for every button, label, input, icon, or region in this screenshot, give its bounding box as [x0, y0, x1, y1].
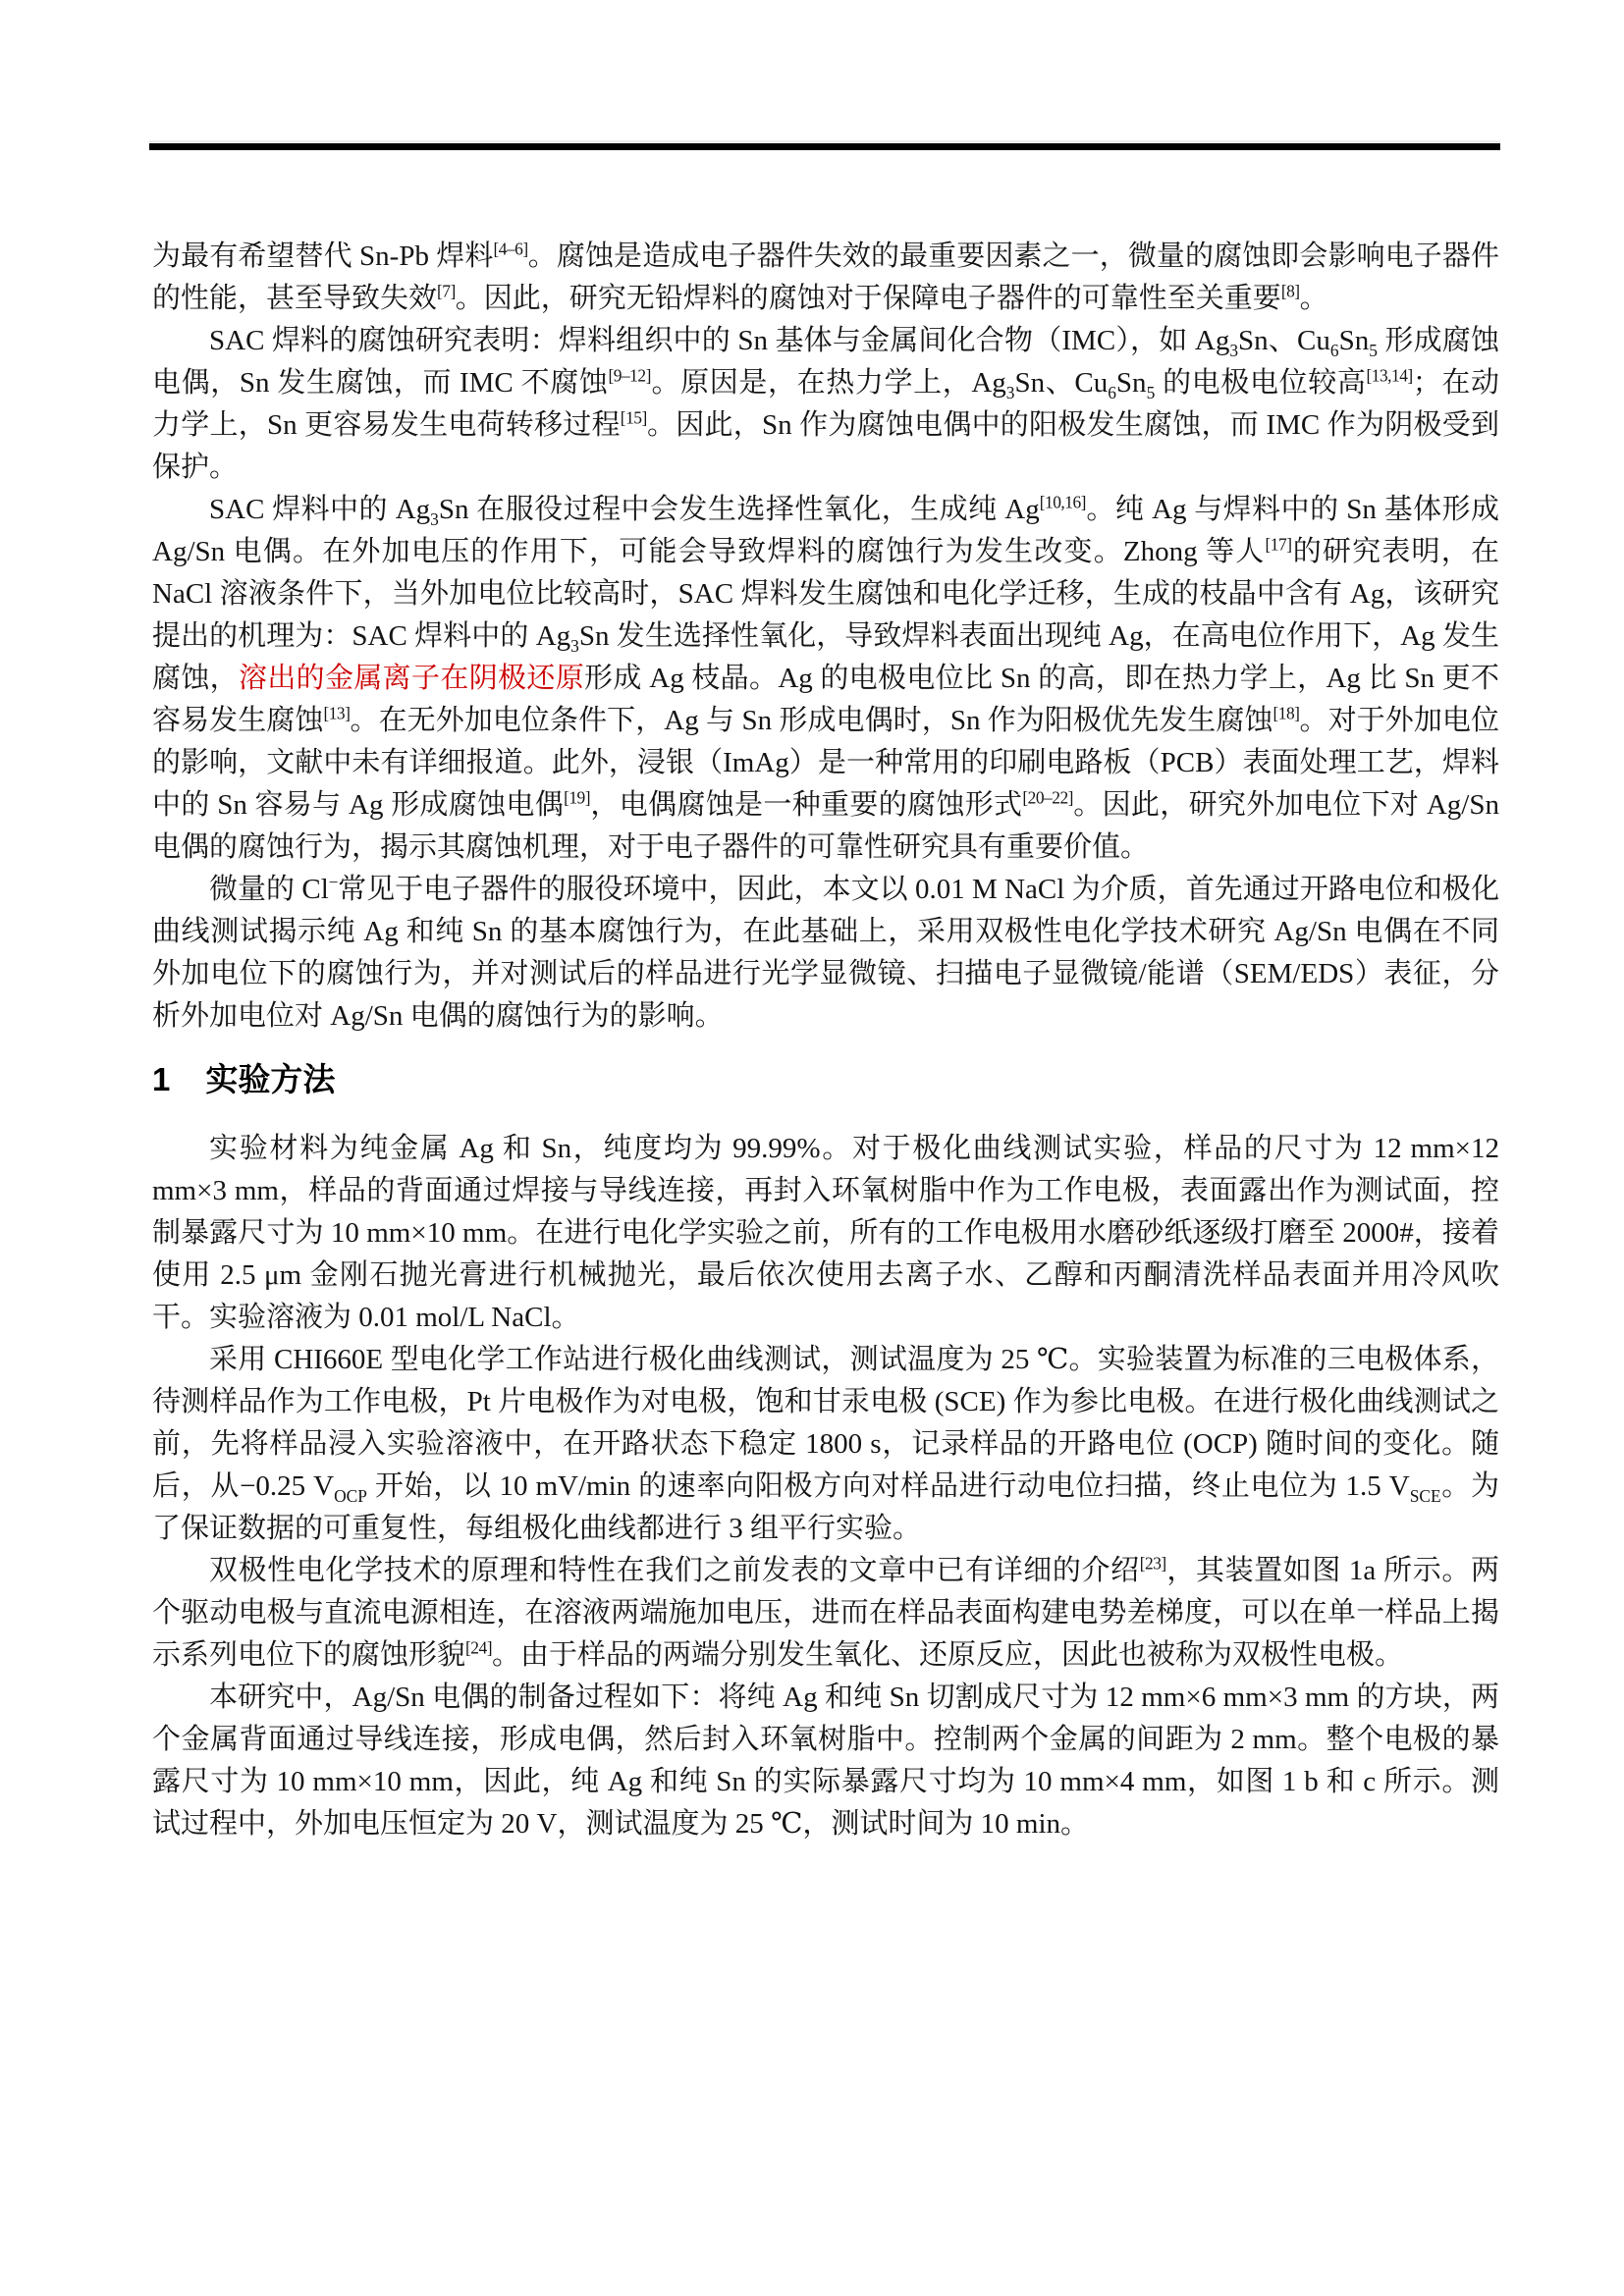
body-text: 。原因是，在热力学上，Ag [650, 367, 1006, 399]
body-text: 。因此，研究无铅焊料的腐蚀对于保障电子器件的可靠性至关重要 [455, 283, 1281, 314]
body-text: 本研究中，Ag/Sn 电偶的制备过程如下：将纯 Ag 和纯 Sn 切割成尺寸为 12 mm×6 mm×3 mm 的方块，两个金属背面通过导线连接，形成电偶，然后封入环氧树脂中。控制两个金属的间距为 2 mm。整个电极的暴露尺寸为 10 mm×10 mm，因此，纯 Ag 和纯 Sn 的实际暴露尺寸均为 10 mm×4 mm，如图 1 b 和 c 所示。测试过程中，外加电压恒定为 20 V，测试温度为 25 ℃，测试时间为 10 min。 [152, 1682, 1499, 1840]
body-text: 。纯 Ag 与焊料中的 Sn 基体形成 Ag/Sn 电偶。在外加电压的作用下，可能会导致焊料的腐蚀行为发生改变。Zhong 等人 [152, 494, 1499, 567]
body-text: 的电极电位较高 [1155, 367, 1367, 399]
paragraph [152, 1128, 1499, 1339]
subscript: SCE [1409, 1485, 1441, 1506]
body-text: Sn 在服役过程中会发生选择性氧化，生成纯 Ag [438, 494, 1040, 525]
paragraph [152, 1339, 1499, 1550]
body-text: 开始，以 10 mV/min 的速率向阳极方向对样品进行动电位扫描，终止电位为 1.5 V [366, 1470, 1410, 1502]
body-text: 。由于样品的两端分别发生氧化、还原反应，因此也被称为双极性电极。 [492, 1639, 1404, 1671]
body-text: 。为了保证数据的可重复性，每组极化曲线都进行 3 组平行实验。 [152, 1470, 1499, 1544]
body-text: SAC 焊料的腐蚀研究表明：焊料组织中的 Sn 基体与金属间化合物（IMC），如 Ag [209, 325, 1230, 356]
body-text: 。腐蚀是造成电子器件失效的最重要因素之一，微量的腐蚀即会影响电子器件的性能，甚至导致失效 [152, 240, 1499, 314]
subscript: 3 [430, 508, 439, 529]
citation-superscript: [19] [564, 787, 591, 808]
body-text: 采用 CHI660E 型电化学工作站进行极化曲线测试，测试温度为 25 ℃。实验装置为标准的三电极体系，待测样品作为工作电极，Pt 片电极作为对电极，饱和甘汞电极 (SCE) 作为参比电极。在进行极化曲线测试之前，先将样品浸入实验溶液中，在开路状态下稳定 1800 s，记录样品的开路电位 (OCP) 随时间的变化。随后，从−0.25 V [152, 1344, 1499, 1502]
subscript: 6 [1329, 340, 1339, 360]
citation-superscript: [20–22] [1022, 787, 1073, 808]
body-text: Sn [1115, 367, 1147, 399]
subscript: 3 [570, 635, 579, 656]
section-title: 实验方法 [205, 1061, 336, 1097]
body-text: 形成腐蚀电偶，Sn 发生腐蚀，而 IMC 不腐蚀 [152, 325, 1499, 399]
body-text: 。在无外加电位条件下，Ag 与 Sn 形成电偶时，Sn 作为阳极优先发生腐蚀 [350, 705, 1273, 736]
citation-superscript: [4–6] [493, 239, 528, 259]
body-text: SAC 焊料中的 Ag [209, 494, 431, 525]
body-text: 双极性电化学技术的原理和特性在我们之前发表的文章中已有详细的介绍 [209, 1555, 1140, 1586]
body-text: 。因此，研究外加电位下对 Ag/Sn 电偶的腐蚀行为，揭示其腐蚀机理，对于电子器件的可靠性研究具有重要价值。 [152, 789, 1499, 863]
citation-superscript: [8] [1280, 281, 1300, 301]
section-heading [152, 1055, 1499, 1104]
body-text: ，电偶腐蚀是一种重要的腐蚀形式 [590, 789, 1023, 821]
document-body [152, 236, 1499, 1845]
subscript: 5 [1369, 340, 1378, 360]
citation-superscript: − [328, 872, 339, 892]
subscript: 5 [1146, 382, 1156, 402]
body-text: 常见于电子器件的服役环境中，因此，本文以 0.01 M NaCl 为介质，首先通过开路电位和极化曲线测试揭示纯 Ag 和纯 Sn 的基本腐蚀行为，在此基础上，采用双极性电化学技术研究 Ag/Sn 电偶在不同外加电位下的腐蚀行为，并对测试后的样品进行光学显微镜、扫描电子显微镜/能谱（SEM/EDS）表征，分析外加电位对 Ag/Sn 电偶的腐蚀行为的影响。 [152, 874, 1499, 1032]
citation-superscript: [23] [1139, 1553, 1166, 1574]
body-text: Sn [1338, 325, 1370, 356]
paragraph [152, 869, 1499, 1038]
body-text: ，其装置如图 1a 所示。两个驱动电极与直流电源相连，在溶液两端施加电压，进而在样品表面构建电势差梯度，可以在单一样品上揭示系列电位下的腐蚀形貌 [152, 1555, 1499, 1671]
subscript: 6 [1108, 382, 1116, 402]
paragraph [152, 489, 1499, 869]
citation-superscript: [7] [437, 281, 456, 301]
body-text: 形成 Ag 枝晶。Ag 的电极电位比 Sn 的高，即在热力学上，Ag 比 Sn 更不容易发生腐蚀 [152, 663, 1499, 736]
body-text: Sn 发生选择性氧化，导致焊料表面出现纯 Ag，在高电位作用下，Ag 发生腐蚀， [152, 620, 1500, 694]
paragraph [152, 1550, 1499, 1677]
subscript: OCP [334, 1485, 367, 1506]
body-text: 。因此，Sn 作为腐蚀电偶中的阳极发生腐蚀，而 IMC 作为阴极受到保护。 [152, 409, 1499, 483]
body-text: Sn、Cu [1238, 325, 1330, 356]
paragraph [152, 320, 1499, 489]
section-number: 1 [152, 1061, 171, 1097]
red-highlight-text: 溶出的金属离子在阴极还原 [239, 663, 585, 694]
body-text: 。对于外加电位的影响，文献中未有详细报道。此外，浸银（ImAg）是一种常用的印刷电路板（PCB）表面处理工艺，焊料中的 Sn 容易与 Ag 形成腐蚀电偶 [152, 705, 1499, 821]
citation-superscript: [18] [1272, 703, 1300, 723]
body-text: Sn、Cu [1014, 367, 1109, 399]
citation-superscript: [17] [1265, 534, 1292, 555]
paragraph [152, 236, 1499, 320]
body-text: 的研究表明，在 NaCl 溶液条件下，当外加电位比较高时，SAC 焊料发生腐蚀和电化学迁移，生成的枝晶中含有 Ag，该研究提出的机理为：SAC 焊料中的 Ag [152, 536, 1499, 652]
header-rule [149, 143, 1500, 150]
citation-superscript: [9–12] [608, 365, 651, 386]
body-text: 微量的 Cl [209, 874, 329, 905]
citation-superscript: [15] [620, 407, 647, 428]
body-text: 。 [1299, 283, 1328, 314]
citation-superscript: [13,14] [1366, 365, 1413, 386]
citation-superscript: [24] [465, 1637, 492, 1658]
paragraph [152, 1677, 1499, 1845]
subscript: 3 [1005, 382, 1015, 402]
body-text: 为最有希望替代 Sn-Pb 焊料 [152, 240, 494, 272]
citation-superscript: [10,16] [1039, 492, 1086, 512]
subscript: 3 [1229, 340, 1239, 360]
body-text: 实验材料为纯金属 Ag 和 Sn，纯度均为 99.99%。对于极化曲线测试实验，样品的尺寸为 12 mm×12 mm×3 mm，样品的背面通过焊接与导线连接，再封入环氧树脂中作为工作电极，表面露出作为测试面，控制暴露尺寸为 10 mm×10 mm。在进行电化学实验之前，所有的工作电极用水磨砂纸逐级打磨至 2000#，接着使用 2.5 μm 金刚石抛光膏进行机械抛光，最后依次使用去离子水、乙醇和丙酮清洗样品表面并用冷风吹干。实验溶液为 0.01 mol/L NaCl。 [152, 1133, 1499, 1333]
citation-superscript: [13] [323, 703, 351, 723]
body-text: ；在动力学上，Sn 更容易发生电荷转移过程 [152, 367, 1499, 441]
